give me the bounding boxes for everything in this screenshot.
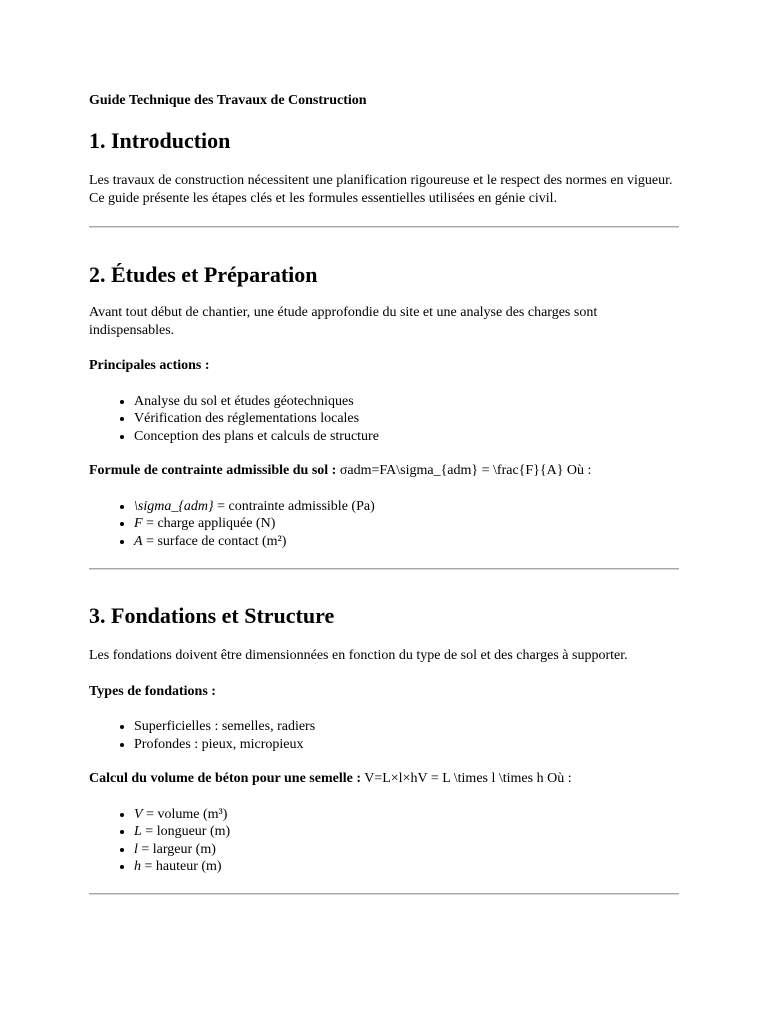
section-divider	[89, 568, 679, 570]
list-item: • Conception des plans et calculs de structure	[134, 428, 681, 446]
types-label: Types de fondations :	[89, 683, 216, 699]
list-item	[134, 806, 681, 824]
variable-description: = largeur (m)	[137, 841, 216, 857]
etudes-paragraph: Avant tout début de chantier, une étude approfondie du site et une analyse des charges sont indispensables.	[89, 305, 598, 338]
formula-text: V=L×l×hV = L \times l \times h Où :	[360, 771, 572, 786]
list-item	[134, 533, 681, 551]
list-item	[134, 841, 681, 859]
list-item: • Superficielles : semelles, radiers	[134, 718, 681, 736]
section-heading-fondations: 3. Fondations et Structure	[89, 603, 335, 628]
variable-description: = volume (m³)	[142, 806, 228, 822]
variable-description: = contrainte admissible (Pa)	[213, 498, 375, 514]
variables-list	[89, 498, 681, 551]
formula-label: Formule de contrainte admissible du sol :	[89, 463, 337, 478]
variables-list	[89, 806, 681, 876]
document-title: Guide Technique des Travaux de Construction	[89, 93, 367, 108]
variable-symbol: l	[134, 841, 138, 857]
list-item: • Profondes : pieux, micropieux	[134, 736, 681, 754]
actions-label: Principales actions :	[89, 358, 210, 373]
introduction-paragraph: Les travaux de construction nécessitent une planification rigoureuse et le respect des normes en vigueur. Ce guide présente les étapes clés et les formules essentielles utilisées en génie civil.	[89, 173, 673, 206]
list-item	[134, 498, 681, 516]
list-item	[134, 858, 681, 876]
actions-list	[89, 393, 681, 446]
variable-symbol: A	[134, 533, 143, 549]
variable-symbol: \sigma_{adm}	[134, 498, 214, 514]
types-list	[89, 718, 681, 753]
formula-text: σadm=FA\sigma_{adm} = \frac{F}{A} Où :	[336, 463, 592, 478]
document-content	[89, 92, 681, 895]
variable-description: = charge appliquée (N)	[142, 516, 276, 531]
soil-stress-formula	[89, 462, 681, 480]
section-divider	[89, 893, 679, 895]
variable-description: = surface de contact (m²)	[142, 533, 287, 549]
concrete-volume-formula	[89, 770, 681, 788]
list-item	[134, 823, 681, 841]
section-heading-introduction: 1. Introduction	[89, 128, 231, 153]
section-divider	[89, 226, 679, 228]
list-item	[134, 515, 681, 533]
variable-symbol: V	[134, 806, 143, 822]
section-heading-etudes: 2. Études et Préparation	[89, 262, 318, 287]
formula-label: Calcul du volume de béton pour une semelle :	[89, 771, 361, 786]
list-item: • Vérification des réglementations locales	[134, 410, 681, 428]
variable-symbol: L	[134, 824, 142, 839]
variable-description: = hauteur (m)	[141, 859, 222, 874]
variable-symbol: h	[134, 859, 141, 874]
list-item: • Analyse du sol et études géotechniques	[134, 393, 681, 411]
fondations-paragraph: Les fondations doivent être dimensionnées en fonction du type de sol et des charges à supporter.	[89, 648, 628, 663]
variable-description: = longueur (m)	[141, 824, 231, 839]
variable-symbol: F	[134, 516, 143, 531]
